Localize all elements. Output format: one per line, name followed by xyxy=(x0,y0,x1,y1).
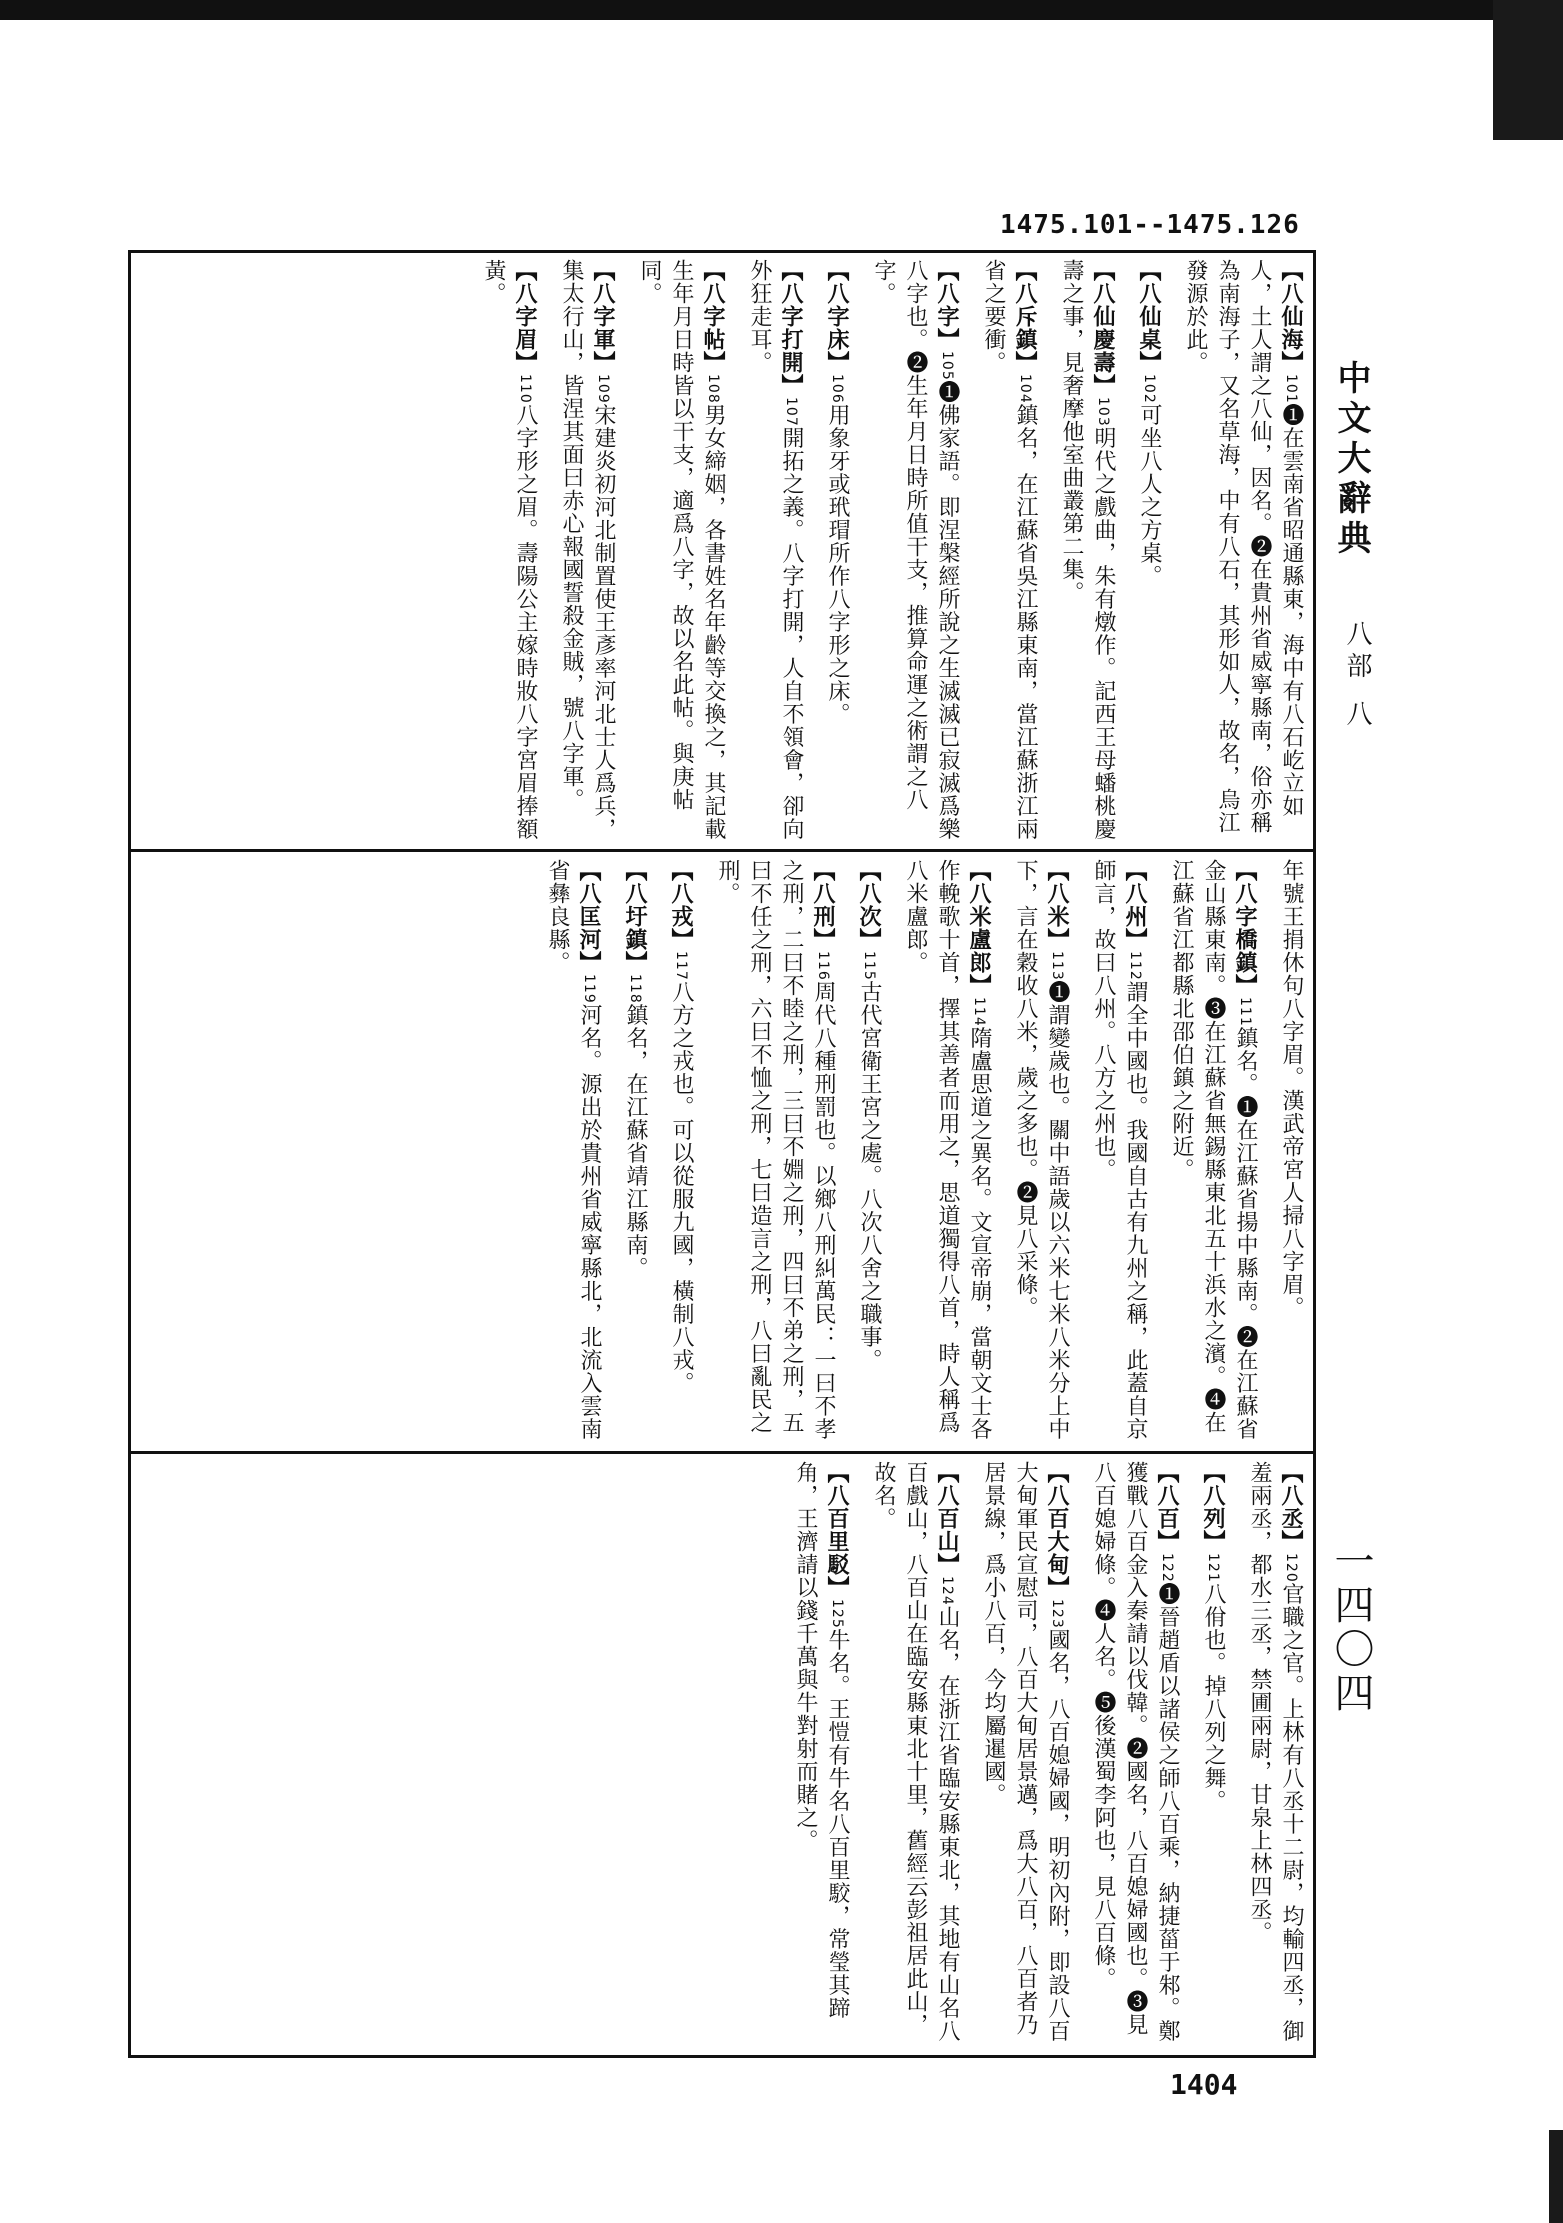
dictionary-entry xyxy=(477,259,541,845)
entry-headword: 【八百大甸】 xyxy=(1044,1461,1070,1599)
entry-headword: 【八仙桌】 xyxy=(1136,259,1162,374)
dictionary-entry xyxy=(1087,859,1151,1447)
entry-definition: 隋盧思道之異名。文宣帝崩，當朝文士各作輓歌十首，擇其善者而用之，思道獨得八首，時人稱爲八米盧郎。 xyxy=(903,859,992,1441)
dictionary-entry xyxy=(899,859,995,1447)
entry-number: 117 xyxy=(673,951,689,981)
band-divider xyxy=(131,849,1313,852)
entry-number: 112 xyxy=(1127,951,1143,981)
entry-definition: 八佾也。掉八列之舞。 xyxy=(1201,1582,1226,1813)
entry-definition: 牛名。王愷有牛名八百里駮，常瑩其蹄角，王濟請以錢千萬與牛對射而賭之。 xyxy=(793,1461,850,2020)
entry-definition: 鎮名。❶在江蘇省揚中縣南。❷在江蘇省金山縣東南。❸在江蘇省無錫縣東北五十浜水之濱。❹在江蘇省江都縣北邵伯鎮之附近。 xyxy=(1169,859,1258,1441)
entry-definition: 男女締姻，各書姓名年齡等交換之，其記載生年月日時皆以干支，適爲八字，故以名此帖。與庚帖同。 xyxy=(637,259,726,841)
entry-definition: 用象牙或玳瑁所作八字形之床。 xyxy=(825,403,850,726)
page-number-cjk: 一四〇四 xyxy=(1328,1540,1374,1716)
entry-headword: 【八戎】 xyxy=(668,859,694,951)
entry-number: 102 xyxy=(1141,374,1157,404)
entry-headword: 【八字帖】 xyxy=(700,259,726,374)
entry-headword: 【八丞】 xyxy=(1278,1461,1304,1553)
scan-corner-shadow xyxy=(1493,0,1563,140)
entry-number: 103 xyxy=(1095,397,1111,427)
dictionary-entry xyxy=(1275,859,1307,1447)
middle-band-columns xyxy=(541,859,1307,1447)
entry-definition: 古代宮衛王宮之處。八次八舍之職事。 xyxy=(857,980,882,1372)
entry-number: 107 xyxy=(783,397,799,427)
entry-definition: 河名。源出於貴州省威寧縣北，北流入雲南省彝良縣。 xyxy=(545,859,602,1441)
entry-number: 101 xyxy=(1283,374,1299,404)
dictionary-entry xyxy=(1055,259,1119,845)
entry-number: 120 xyxy=(1283,1553,1299,1583)
entry-headword: 【八字眉】 xyxy=(512,259,538,374)
entry-headword: 【八州】 xyxy=(1122,859,1148,951)
entry-headword: 【八仙慶壽】 xyxy=(1090,259,1116,397)
upper-band-columns xyxy=(477,259,1307,845)
dictionary-entry xyxy=(977,1461,1073,2053)
dictionary-entry xyxy=(1197,1461,1229,2053)
dictionary-entry xyxy=(1133,259,1165,845)
entry-range-header: 1475.101--1475.126 xyxy=(1000,210,1300,240)
entry-number: 118 xyxy=(627,974,643,1004)
entry-definition: ❶謂變歲也。關中語歲以六米七米八米分上中下，言在穀收八米，歲之多也。❷見八采條。 xyxy=(1013,859,1070,1441)
middle-band xyxy=(131,859,1313,1447)
entry-headword: 【八匡河】 xyxy=(576,859,602,974)
entry-definition: 周代八種刑罰也。以鄉八刑糾萬民：一曰不孝之刑，二曰不睦之刑，三曰不婣之刑，四曰不弟之刑，五曰不任之刑，六曰不恤之刑，七曰造言之刑，八曰亂民之刑。 xyxy=(715,859,836,1441)
dictionary-entry xyxy=(821,259,853,845)
upper-band xyxy=(131,259,1313,845)
entry-number: 123 xyxy=(1049,1599,1065,1629)
entry-definition: ❶晉趙盾以諸侯之師八百乘，納捷菑于邾。鄭獲戰八百金入秦請以伐韓。❷國名，八百媳婦國也。❸見八百媳婦條。❹人名。❺後漢蜀李阿也，見八百條。 xyxy=(1091,1461,1180,2043)
dictionary-entry xyxy=(1009,859,1073,1447)
dictionary-title: 中文大辭典 xyxy=(1331,360,1371,560)
dictionary-page-frame xyxy=(128,250,1316,2058)
dictionary-entry xyxy=(853,859,885,1447)
entry-number: 108 xyxy=(705,374,721,404)
entry-definition: 鎮名，在江蘇省吳江縣東南，當江蘇浙江兩省之要衝。 xyxy=(981,259,1038,841)
entry-number: 105 xyxy=(939,351,955,381)
entry-headword: 【八刑】 xyxy=(810,859,836,951)
radical-stroke: 八 xyxy=(1342,700,1372,726)
entry-headword: 【八列】 xyxy=(1200,1461,1226,1553)
entry-number: 110 xyxy=(517,374,533,404)
entry-headword: 【八米盧郎】 xyxy=(966,859,992,997)
page-number: 1404 xyxy=(1170,2068,1238,2101)
entry-number: 122 xyxy=(1159,1553,1175,1583)
dictionary-entry xyxy=(1165,859,1261,1447)
dictionary-entry xyxy=(711,859,839,1447)
entry-definition: ❶佛家語。即涅槃經所說之生滅滅已寂滅爲樂八字也。❷生年月日時所值干支，推算命運之術謂之八字。 xyxy=(871,259,960,841)
entry-number: 125 xyxy=(829,1599,845,1629)
scan-top-edge xyxy=(0,0,1563,20)
entry-headword: 【八百里駁】 xyxy=(824,1461,850,1599)
entry-definition: 宋建炎初河北制置使王彥率河北士人爲兵，集太行山，皆涅其面曰赤心報國誓殺金賊，號八字軍。 xyxy=(559,259,616,841)
dictionary-entry xyxy=(555,259,619,845)
entry-number: 116 xyxy=(815,951,831,981)
dictionary-entry xyxy=(633,259,729,845)
entry-definition: 八方之戎也。可以從服九國，橫制八戎。 xyxy=(669,980,694,1395)
entry-headword: 【八百山】 xyxy=(934,1461,960,1576)
dictionary-entry xyxy=(867,259,963,845)
radical-section: 八部 xyxy=(1342,620,1372,684)
entry-definition: 鎮名，在江蘇省靖江縣南。 xyxy=(623,1003,648,1280)
dictionary-entry xyxy=(1179,259,1307,845)
entry-headword: 【八字床】 xyxy=(824,259,850,374)
dictionary-entry xyxy=(977,259,1041,845)
entry-number: 109 xyxy=(595,374,611,404)
entry-number: 121 xyxy=(1205,1553,1221,1583)
entry-number: 106 xyxy=(829,374,845,404)
entry-definition: 明代之戲曲，朱有燉作。記西王母蟠桃慶壽之事，見奢摩他室曲叢第二集。 xyxy=(1059,259,1116,841)
entry-number: 124 xyxy=(939,1576,955,1606)
entry-number: 115 xyxy=(861,951,877,981)
entry-definition: 年號王捐休句八字眉。漢武帝宮人掃八字眉。 xyxy=(1279,859,1304,1319)
entry-definition: ❶在雲南省昭通縣東，海中有八石屹立如人，土人謂之八仙，因名。❷在貴州省威寧縣南，俗亦稱為南海子，又名草海，中有八石，其形如人，故名，烏江發源於此。 xyxy=(1183,259,1304,834)
dictionary-entry xyxy=(541,859,605,1447)
entry-headword: 【八字橋鎮】 xyxy=(1232,859,1258,997)
scan-bottom-shadow xyxy=(1549,2130,1563,2223)
entry-definition: 謂全中國也。我國自古有九州之稱，此蓋自京師言，故曰八州。八方之州也。 xyxy=(1091,859,1148,1441)
entry-headword: 【八字軍】 xyxy=(590,259,616,374)
lower-band-columns xyxy=(789,1461,1307,2053)
entry-number: 119 xyxy=(581,974,597,1004)
entry-headword: 【八次】 xyxy=(856,859,882,951)
entry-number: 104 xyxy=(1017,374,1033,404)
entry-definition: 開拓之義。八字打開，人自不領會，卻向外狂走耳。 xyxy=(747,259,804,841)
dictionary-entry xyxy=(867,1461,963,2053)
entry-headword: 【八圩鎮】 xyxy=(622,859,648,974)
entry-definition: 山名，在浙江省臨安縣東北，其地有山名八百戲山，八百山在臨安縣東北十里，舊經云彭祖居此山，故名。 xyxy=(871,1461,960,2043)
entry-definition: 官職之官。上林有八丞十二尉，均輸四丞，御羞兩丞，都水三丞，禁圃兩尉，甘泉上林四丞。 xyxy=(1247,1461,1304,2043)
dictionary-entry xyxy=(1243,1461,1307,2053)
entry-headword: 【八仙海】 xyxy=(1278,259,1304,374)
dictionary-entry xyxy=(743,259,807,845)
entry-definition: 國名，八百媳婦國，明初內附，即設八百大甸軍民宣慰司，八百大甸居景邁，爲大八百，八百者乃居景線，爲小八百，今均屬暹國。 xyxy=(981,1461,1070,2043)
entry-number: 114 xyxy=(971,997,987,1027)
entry-definition: 可坐八人之方桌。 xyxy=(1137,403,1162,588)
band-divider xyxy=(131,1451,1313,1454)
dictionary-entry xyxy=(665,859,697,1447)
entry-number: 111 xyxy=(1237,997,1253,1027)
entry-definition: 八字形之眉。壽陽公主嫁時妝八字宮眉捧額黃。 xyxy=(481,259,538,841)
lower-band xyxy=(131,1461,1313,2053)
entry-headword: 【八斥鎮】 xyxy=(1012,259,1038,374)
dictionary-entry xyxy=(1087,1461,1183,2053)
entry-headword: 【八米】 xyxy=(1044,859,1070,951)
entry-headword: 【八字打開】 xyxy=(778,259,804,397)
dictionary-entry xyxy=(619,859,651,1447)
entry-headword: 【八百】 xyxy=(1154,1461,1180,1553)
entry-number: 113 xyxy=(1049,951,1065,981)
dictionary-entry xyxy=(789,1461,853,2053)
entry-headword: 【八字】 xyxy=(934,259,960,351)
